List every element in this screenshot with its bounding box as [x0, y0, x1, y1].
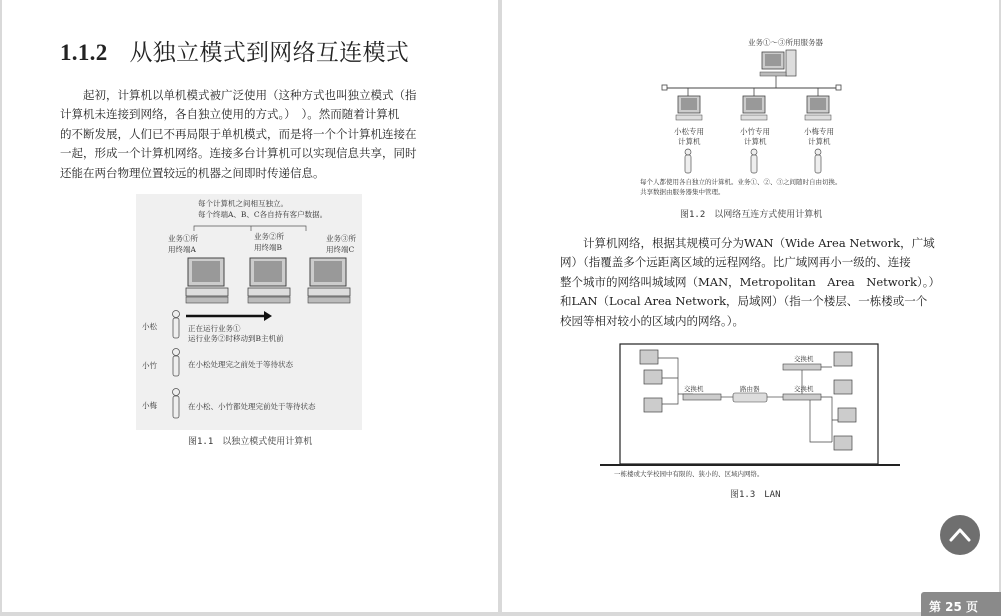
server-label: 业务①～③所用服务器: [748, 38, 823, 47]
person-name: 小竹: [142, 361, 157, 370]
computer-icon: [248, 258, 290, 303]
figure1-header-1: 每个计算机之间相互独立。: [198, 199, 288, 208]
figure-standalone-mode: [136, 194, 362, 430]
person-icon: [173, 311, 180, 339]
computer-label: 小竹专用: [740, 127, 770, 136]
computer-label: 小松专用: [674, 127, 704, 136]
intro-paragraph: [60, 86, 440, 183]
computer-icon: [186, 258, 228, 303]
computer-icon: [741, 96, 767, 120]
person-desc: 运行业务②时移动到B主机前: [188, 334, 284, 343]
terminal-c-label-1: 业务③所: [326, 234, 356, 243]
computer-label: 计算机: [808, 137, 831, 146]
figure2-note-2: 共享数据由服务器集中管理。: [640, 188, 725, 196]
computer-icon: [676, 96, 702, 120]
switch-icon: [683, 394, 721, 400]
paragraph-line: 校园等相对较小的区域内的网络。）。: [560, 313, 744, 328]
router-icon: [733, 393, 767, 402]
terminal-a-label-1: 业务①所: [168, 234, 198, 243]
person-icon: [173, 349, 180, 377]
switch-label: 交换机: [794, 385, 814, 393]
figure-network-mode: [638, 34, 868, 202]
switch-label: 交换机: [794, 355, 814, 363]
computer-label: 小梅专用: [804, 127, 834, 136]
figure-lan: [598, 342, 904, 482]
person-desc: 正在运行业务①: [188, 324, 241, 333]
person-desc: 在小松、小竹都处理完前处于等待状态: [188, 402, 316, 411]
paragraph-line: 的不断发展，人们已不再局限于单机模式，而是将一个个计算机连接在: [60, 126, 417, 141]
right-page: [502, 0, 999, 612]
paragraph-line: 计算机未连接到网络，各自独立使用的方式。） ）。然而随着计算机: [60, 107, 400, 122]
figure1-header-2: 每个终端A、B、C各自持有客户数据。: [198, 210, 328, 219]
paragraph-line: 起初，计算机以单机模式被广泛使用（这种方式也叫独立模式（指: [60, 88, 417, 102]
terminal-a-label-2: 用终端A: [168, 245, 196, 254]
switch-icon: [783, 364, 821, 370]
paragraph-line: 和LAN（Local Area Network，局域网）（指一个楼层、一栋楼或一个: [560, 294, 928, 309]
scroll-to-top-button[interactable]: [940, 515, 980, 555]
paragraph-line: 还能在两台物理位置较远的机器之间即时传递信息。: [60, 165, 325, 180]
computer-icon: [805, 96, 831, 120]
server-icon: [760, 50, 796, 76]
switch-icon: [783, 394, 821, 400]
computer-label: 计算机: [678, 137, 701, 146]
figure3-caption: 图1.3 LAN: [730, 490, 781, 500]
page-number-badge: 第 25 页: [921, 592, 1001, 616]
computer-label: 计算机: [744, 137, 767, 146]
paragraph-line: 计算机网络，根据其规模可分为WAN（Wide Area Network，广域: [560, 236, 935, 250]
figure2-caption: 图1.2 以网络互连方式使用计算机: [680, 210, 823, 220]
paragraph-line: 网）（指覆盖多个远距离区域的远程网络。比广域网再小一级的、连接: [560, 255, 911, 270]
router-label: 路由器: [740, 385, 760, 393]
figure2-note-1: 每个人都使用各自独立的计算机。业务①、②、③之间随时自由切换。: [640, 178, 842, 186]
person-icon: [685, 149, 821, 173]
person-name: 小松: [142, 322, 157, 331]
figure1-caption: 图1.1 以独立模式使用计算机: [188, 437, 313, 447]
terminal-b-label-1: 业务②所: [254, 232, 284, 241]
terminal-c-label-2: 用终端C: [326, 245, 355, 254]
section-title: 从独立模式到网络互连模式: [129, 40, 410, 66]
terminal-b-label-2: 用终端B: [254, 243, 283, 252]
section-heading: [60, 34, 409, 67]
computer-icon: [308, 258, 350, 303]
left-page: [2, 0, 498, 612]
figure3-note: 一栋楼或大学校园中有限的、狭小的、区域内网络。: [614, 470, 764, 478]
switch-label: 交换机: [684, 385, 704, 393]
paragraph-line: 整个城市的网络叫城域网（MAN，Metropolitan Area Network）。）: [560, 274, 940, 289]
person-name: 小梅: [142, 401, 157, 410]
section-number: 1.1.2: [60, 40, 108, 65]
chevron-up-icon: [940, 515, 980, 555]
person-icon: [173, 389, 180, 419]
network-paragraph: [560, 234, 942, 331]
person-desc: 在小松处理完之前处于等待状态: [188, 360, 293, 369]
paragraph-line: 一起，形成一个计算机网络。连接多台计算机可以实现信息共享，同时: [60, 146, 417, 161]
